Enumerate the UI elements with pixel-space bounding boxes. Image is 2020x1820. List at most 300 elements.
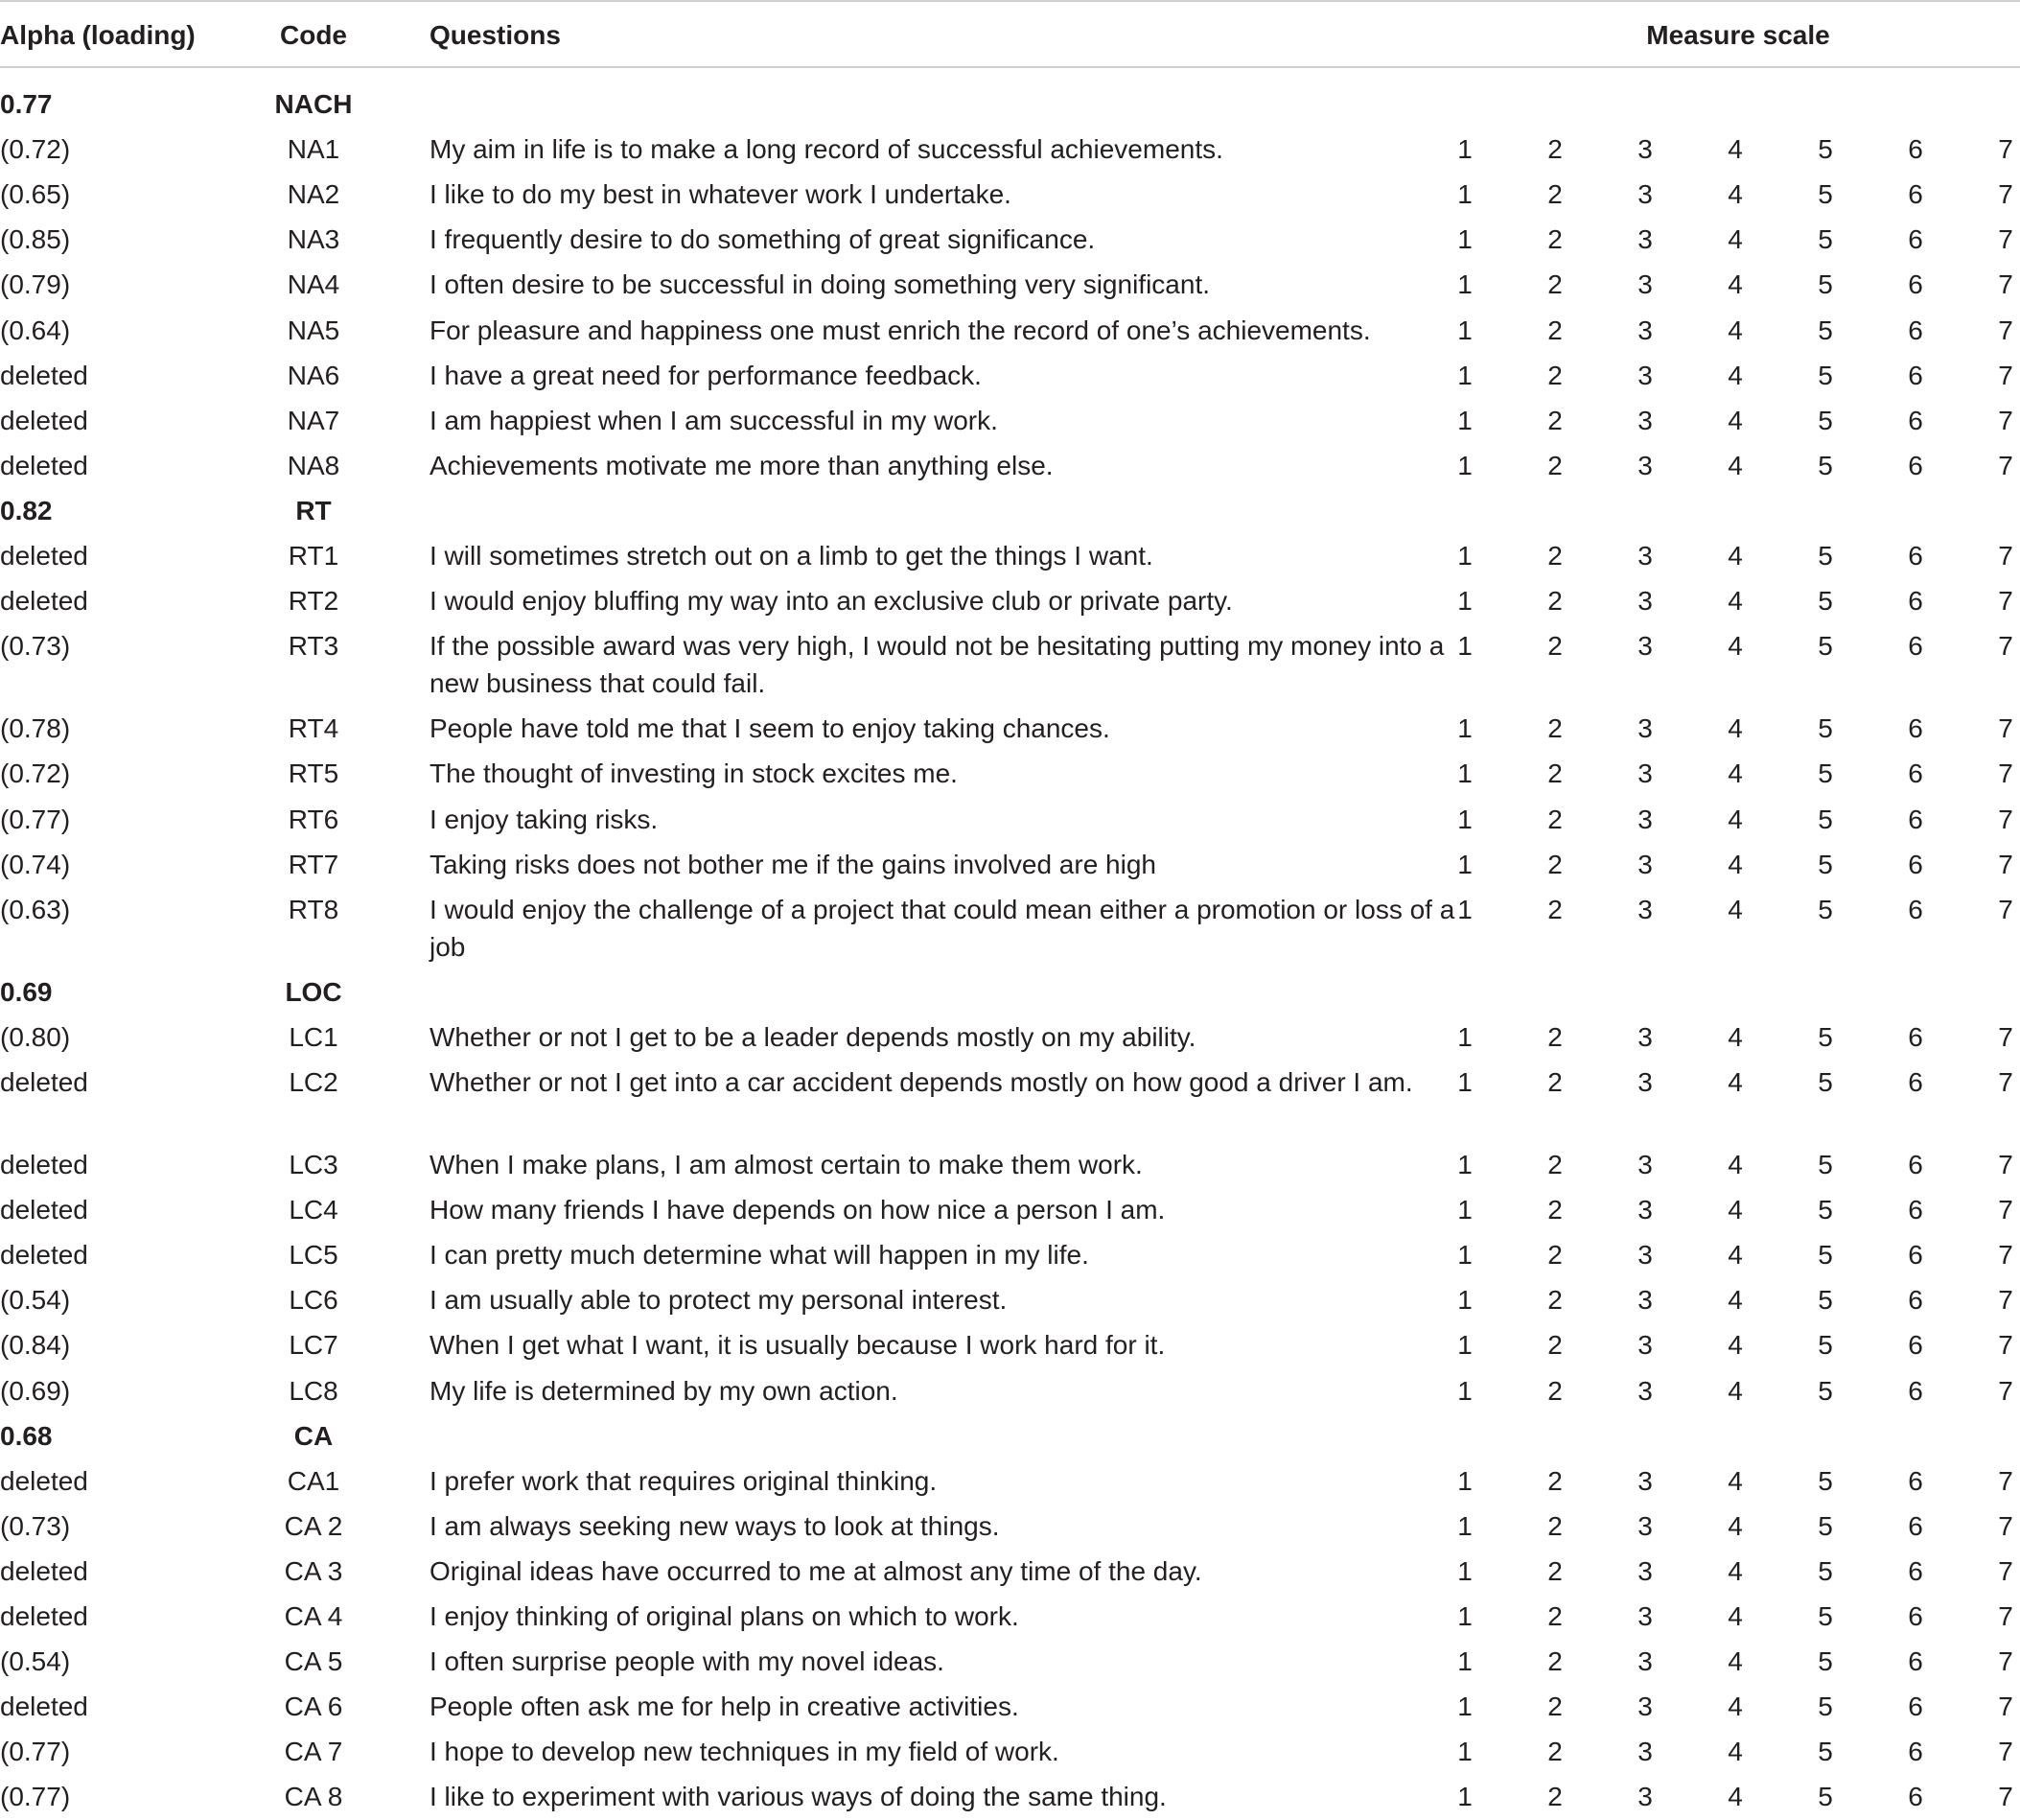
scale-option-3: 3 xyxy=(1637,134,1653,164)
scale-option-1: 1 xyxy=(1457,895,1473,924)
item-alpha: (0.80) xyxy=(0,1022,71,1052)
item-code: NA7 xyxy=(287,406,340,435)
item-code: CA 3 xyxy=(284,1556,343,1586)
scale-option-7: 7 xyxy=(1998,361,2013,390)
scale-option-1: 1 xyxy=(1457,1150,1473,1179)
scale-option-7: 7 xyxy=(1998,1376,2013,1406)
scale-option-4: 4 xyxy=(1728,586,1743,616)
item-question: Whether or not I get to be a leader depends mostly on my ability. xyxy=(430,1022,1196,1052)
scale-option-5: 5 xyxy=(1818,1240,1833,1270)
scale-option-7: 7 xyxy=(1998,451,2013,480)
item-alpha: deleted xyxy=(0,1150,88,1179)
item-code: RT7 xyxy=(288,850,339,879)
item-alpha: (0.72) xyxy=(0,134,71,164)
scale-option-1: 1 xyxy=(1457,1376,1473,1406)
header-questions: Questions xyxy=(430,20,561,50)
scale-option-2: 2 xyxy=(1547,269,1563,299)
scale-option-5: 5 xyxy=(1818,1556,1833,1586)
item-code: NA6 xyxy=(287,361,340,390)
scale-option-1: 1 xyxy=(1457,1240,1473,1270)
scale-option-1: 1 xyxy=(1457,1285,1473,1315)
item-code: RT5 xyxy=(288,758,339,788)
scale-option-4: 4 xyxy=(1728,269,1743,299)
item-question: I am always seeking new ways to look at things. xyxy=(430,1511,1000,1541)
scale-option-5: 5 xyxy=(1818,1330,1833,1360)
scale-option-6: 6 xyxy=(1908,451,1923,480)
scale-option-1: 1 xyxy=(1457,1601,1473,1631)
item-question: I would enjoy bluffing my way into an exclusive club or private party. xyxy=(430,586,1233,616)
scale-option-3: 3 xyxy=(1637,1330,1653,1360)
scale-option-7: 7 xyxy=(1998,1240,2013,1270)
scale-option-4: 4 xyxy=(1728,1782,1743,1811)
item-code: RT8 xyxy=(288,895,339,924)
scale-option-6: 6 xyxy=(1908,1285,1923,1315)
scale-option-7: 7 xyxy=(1998,269,2013,299)
scale-option-4: 4 xyxy=(1728,1285,1743,1315)
item-alpha: (0.85) xyxy=(0,224,71,254)
scale-option-7: 7 xyxy=(1998,1646,2013,1676)
item-code: RT4 xyxy=(288,713,339,743)
scale-option-1: 1 xyxy=(1457,1022,1473,1052)
scale-option-5: 5 xyxy=(1818,713,1833,743)
item-question: I am usually able to protect my personal interest. xyxy=(430,1285,1008,1315)
item-code: LC6 xyxy=(289,1285,338,1315)
item-alpha: deleted xyxy=(0,1067,88,1097)
item-question: I prefer work that requires original thinking. xyxy=(430,1466,938,1496)
scale-option-3: 3 xyxy=(1637,1737,1653,1766)
scale-option-7: 7 xyxy=(1998,1782,2013,1811)
item-alpha: (0.64) xyxy=(0,315,71,345)
scale-option-4: 4 xyxy=(1728,1601,1743,1631)
scale-option-2: 2 xyxy=(1547,315,1563,345)
scale-option-5: 5 xyxy=(1818,361,1833,390)
scale-option-1: 1 xyxy=(1457,361,1473,390)
scale-option-2: 2 xyxy=(1547,134,1563,164)
scale-option-6: 6 xyxy=(1908,315,1923,345)
scale-option-7: 7 xyxy=(1998,586,2013,616)
scale-option-5: 5 xyxy=(1818,758,1833,788)
scale-option-6: 6 xyxy=(1908,1240,1923,1270)
scale-option-1: 1 xyxy=(1457,406,1473,435)
scale-option-7: 7 xyxy=(1998,1737,2013,1766)
scale-option-6: 6 xyxy=(1908,179,1923,209)
scale-option-1: 1 xyxy=(1457,1466,1473,1496)
scale-option-3: 3 xyxy=(1637,1556,1653,1586)
item-code: NA5 xyxy=(287,315,340,345)
scale-option-5: 5 xyxy=(1818,1601,1833,1631)
scale-option-5: 5 xyxy=(1818,269,1833,299)
scale-option-7: 7 xyxy=(1998,1067,2013,1097)
item-question: Achievements motivate me more than anything else. xyxy=(430,451,1054,480)
scale-option-1: 1 xyxy=(1457,1737,1473,1766)
scale-option-4: 4 xyxy=(1728,541,1743,571)
item-alpha: deleted xyxy=(0,406,88,435)
scale-option-1: 1 xyxy=(1457,1511,1473,1541)
scale-option-3: 3 xyxy=(1637,451,1653,480)
scale-option-4: 4 xyxy=(1728,1556,1743,1586)
header-alpha: Alpha (loading) xyxy=(0,20,196,50)
scale-option-3: 3 xyxy=(1637,1466,1653,1496)
item-question: Taking risks does not bother me if the gains involved are high xyxy=(430,850,1156,879)
scale-option-6: 6 xyxy=(1908,541,1923,571)
item-question: Original ideas have occurred to me at almost any time of the day. xyxy=(430,1556,1202,1586)
item-code: NA1 xyxy=(287,134,340,164)
scale-option-5: 5 xyxy=(1818,541,1833,571)
scale-option-6: 6 xyxy=(1908,713,1923,743)
scale-option-6: 6 xyxy=(1908,406,1923,435)
scale-option-2: 2 xyxy=(1547,1240,1563,1270)
item-code: LC5 xyxy=(289,1240,338,1270)
scale-option-4: 4 xyxy=(1728,1646,1743,1676)
scale-option-3: 3 xyxy=(1637,315,1653,345)
item-alpha: deleted xyxy=(0,1601,88,1631)
item-question: For pleasure and happiness one must enrich the record of one’s achievements. xyxy=(430,315,1371,345)
scale-option-6: 6 xyxy=(1908,1556,1923,1586)
scale-option-2: 2 xyxy=(1547,1556,1563,1586)
header-code: Code xyxy=(280,20,347,50)
scale-option-7: 7 xyxy=(1998,713,2013,743)
item-alpha: (0.54) xyxy=(0,1285,71,1315)
scale-option-2: 2 xyxy=(1547,758,1563,788)
scale-option-4: 4 xyxy=(1728,631,1743,661)
item-question: People often ask me for help in creative activities. xyxy=(430,1692,1019,1721)
scale-option-5: 5 xyxy=(1818,406,1833,435)
item-alpha: (0.73) xyxy=(0,1511,71,1541)
scale-option-5: 5 xyxy=(1818,895,1833,924)
item-question: I enjoy taking risks. xyxy=(430,805,659,834)
scale-option-1: 1 xyxy=(1457,224,1473,254)
item-code: NA8 xyxy=(287,451,340,480)
scale-option-5: 5 xyxy=(1818,1195,1833,1225)
scale-option-6: 6 xyxy=(1908,758,1923,788)
scale-option-1: 1 xyxy=(1457,541,1473,571)
scale-option-2: 2 xyxy=(1547,1737,1563,1766)
item-question: I can pretty much determine what will happen in my life. xyxy=(430,1240,1089,1270)
item-alpha: deleted xyxy=(0,1466,88,1496)
scale-option-6: 6 xyxy=(1908,1150,1923,1179)
item-code: RT6 xyxy=(288,805,339,834)
scale-option-1: 1 xyxy=(1457,179,1473,209)
scale-option-4: 4 xyxy=(1728,224,1743,254)
scale-option-3: 3 xyxy=(1637,269,1653,299)
item-code: CA 4 xyxy=(284,1601,343,1631)
scale-option-3: 3 xyxy=(1637,895,1653,924)
scale-option-3: 3 xyxy=(1637,1240,1653,1270)
scale-option-7: 7 xyxy=(1998,1330,2013,1360)
scale-option-4: 4 xyxy=(1728,179,1743,209)
scale-option-1: 1 xyxy=(1457,586,1473,616)
item-code: NA3 xyxy=(287,224,340,254)
item-alpha: (0.74) xyxy=(0,850,71,879)
scale-option-2: 2 xyxy=(1547,586,1563,616)
item-alpha: (0.79) xyxy=(0,269,71,299)
scale-option-5: 5 xyxy=(1818,179,1833,209)
item-alpha: deleted xyxy=(0,451,88,480)
scale-option-7: 7 xyxy=(1998,1511,2013,1541)
scale-option-7: 7 xyxy=(1998,134,2013,164)
scale-option-2: 2 xyxy=(1547,451,1563,480)
scale-option-2: 2 xyxy=(1547,1646,1563,1676)
item-question: My life is determined by my own action. xyxy=(430,1376,898,1406)
item-question: I enjoy thinking of original plans on which to work. xyxy=(430,1601,1019,1631)
scale-option-1: 1 xyxy=(1457,451,1473,480)
item-question: When I make plans, I am almost certain to make them work. xyxy=(430,1150,1143,1179)
scale-option-3: 3 xyxy=(1637,1782,1653,1811)
scale-option-6: 6 xyxy=(1908,895,1923,924)
scale-option-5: 5 xyxy=(1818,631,1833,661)
scale-option-2: 2 xyxy=(1547,631,1563,661)
item-question: How many friends I have depends on how nice a person I am. xyxy=(430,1195,1166,1225)
scale-option-1: 1 xyxy=(1457,805,1473,834)
scale-option-6: 6 xyxy=(1908,1692,1923,1721)
scale-option-5: 5 xyxy=(1818,1511,1833,1541)
scale-option-2: 2 xyxy=(1547,1330,1563,1360)
item-code: CA 2 xyxy=(284,1511,343,1541)
scale-option-5: 5 xyxy=(1818,1466,1833,1496)
scale-option-4: 4 xyxy=(1728,1692,1743,1721)
scale-option-4: 4 xyxy=(1728,134,1743,164)
scale-option-7: 7 xyxy=(1998,850,2013,879)
scale-option-1: 1 xyxy=(1457,134,1473,164)
scale-option-3: 3 xyxy=(1637,1195,1653,1225)
scale-option-1: 1 xyxy=(1457,1692,1473,1721)
scale-option-3: 3 xyxy=(1637,224,1653,254)
scale-option-2: 2 xyxy=(1547,406,1563,435)
scale-option-5: 5 xyxy=(1818,1692,1833,1721)
item-code: LC1 xyxy=(289,1022,338,1052)
scale-option-3: 3 xyxy=(1637,713,1653,743)
scale-option-3: 3 xyxy=(1637,361,1653,390)
item-question: My aim in life is to make a long record of successful achievements. xyxy=(430,134,1223,164)
scale-option-3: 3 xyxy=(1637,1692,1653,1721)
scale-option-5: 5 xyxy=(1818,1150,1833,1179)
scale-option-7: 7 xyxy=(1998,179,2013,209)
item-alpha: deleted xyxy=(0,1195,88,1225)
item-question: If the possible award was very high, I would not be hesitating putting my money into a new business that could fail. xyxy=(430,631,1445,698)
scale-option-6: 6 xyxy=(1908,1511,1923,1541)
scale-option-6: 6 xyxy=(1908,850,1923,879)
scale-option-4: 4 xyxy=(1728,315,1743,345)
scale-option-6: 6 xyxy=(1908,361,1923,390)
item-alpha: (0.63) xyxy=(0,895,71,924)
scale-option-3: 3 xyxy=(1637,1022,1653,1052)
scale-option-5: 5 xyxy=(1818,224,1833,254)
scale-option-1: 1 xyxy=(1457,1782,1473,1811)
scale-option-2: 2 xyxy=(1547,1466,1563,1496)
scale-option-2: 2 xyxy=(1547,224,1563,254)
scale-option-5: 5 xyxy=(1818,1067,1833,1097)
item-question: I hope to develop new techniques in my field of work. xyxy=(430,1737,1059,1766)
item-code: LC8 xyxy=(289,1376,338,1406)
scale-option-5: 5 xyxy=(1818,1782,1833,1811)
scale-option-2: 2 xyxy=(1547,1067,1563,1097)
item-alpha: (0.69) xyxy=(0,1376,71,1406)
scale-option-1: 1 xyxy=(1457,713,1473,743)
scale-option-2: 2 xyxy=(1547,1022,1563,1052)
scale-option-6: 6 xyxy=(1908,224,1923,254)
scale-option-6: 6 xyxy=(1908,1330,1923,1360)
scale-option-7: 7 xyxy=(1998,895,2013,924)
scale-option-1: 1 xyxy=(1457,631,1473,661)
scale-option-2: 2 xyxy=(1547,850,1563,879)
scale-option-6: 6 xyxy=(1908,134,1923,164)
scale-option-2: 2 xyxy=(1547,361,1563,390)
scale-option-7: 7 xyxy=(1998,805,2013,834)
item-alpha: (0.73) xyxy=(0,631,71,661)
scale-option-3: 3 xyxy=(1637,1067,1653,1097)
scale-option-6: 6 xyxy=(1908,1601,1923,1631)
scale-option-3: 3 xyxy=(1637,406,1653,435)
item-question: Whether or not I get into a car accident depends mostly on how good a driver I am. xyxy=(430,1067,1413,1097)
scale-option-6: 6 xyxy=(1908,1067,1923,1097)
scale-option-1: 1 xyxy=(1457,1646,1473,1676)
item-question: I have a great need for performance feedback. xyxy=(430,361,982,390)
scale-option-2: 2 xyxy=(1547,1692,1563,1721)
section-code: RT xyxy=(295,496,332,525)
scale-option-4: 4 xyxy=(1728,895,1743,924)
scale-option-3: 3 xyxy=(1637,541,1653,571)
scale-option-3: 3 xyxy=(1637,1376,1653,1406)
header-rule xyxy=(0,66,2020,68)
scale-option-4: 4 xyxy=(1728,1150,1743,1179)
scale-option-3: 3 xyxy=(1637,179,1653,209)
scale-option-7: 7 xyxy=(1998,1601,2013,1631)
scale-option-2: 2 xyxy=(1547,1285,1563,1315)
item-alpha: (0.72) xyxy=(0,758,71,788)
scale-option-2: 2 xyxy=(1547,179,1563,209)
scale-option-5: 5 xyxy=(1818,315,1833,345)
scale-option-7: 7 xyxy=(1998,541,2013,571)
scale-option-1: 1 xyxy=(1457,269,1473,299)
item-alpha: (0.77) xyxy=(0,805,71,834)
scale-option-3: 3 xyxy=(1637,586,1653,616)
item-alpha: (0.77) xyxy=(0,1737,71,1766)
item-alpha: (0.65) xyxy=(0,179,71,209)
scale-option-7: 7 xyxy=(1998,758,2013,788)
item-code: LC7 xyxy=(289,1330,338,1360)
scale-option-3: 3 xyxy=(1637,758,1653,788)
scale-option-6: 6 xyxy=(1908,805,1923,834)
scale-option-3: 3 xyxy=(1637,1646,1653,1676)
scale-option-4: 4 xyxy=(1728,1330,1743,1360)
scale-option-4: 4 xyxy=(1728,1737,1743,1766)
scale-option-7: 7 xyxy=(1998,1150,2013,1179)
scale-option-3: 3 xyxy=(1637,850,1653,879)
item-alpha: (0.78) xyxy=(0,713,71,743)
scale-option-3: 3 xyxy=(1637,631,1653,661)
section-alpha: 0.77 xyxy=(0,89,53,119)
top-rule xyxy=(0,0,2020,2)
item-question: The thought of investing in stock excites me. xyxy=(430,758,958,788)
scale-option-6: 6 xyxy=(1908,1376,1923,1406)
scale-option-7: 7 xyxy=(1998,1556,2013,1586)
scale-option-2: 2 xyxy=(1547,713,1563,743)
scale-option-5: 5 xyxy=(1818,1376,1833,1406)
scale-option-1: 1 xyxy=(1457,315,1473,345)
scale-option-1: 1 xyxy=(1457,1067,1473,1097)
item-question: People have told me that I seem to enjoy taking chances. xyxy=(430,713,1110,743)
scale-option-5: 5 xyxy=(1818,451,1833,480)
scale-option-4: 4 xyxy=(1728,1195,1743,1225)
item-code: LC3 xyxy=(289,1150,338,1179)
scale-option-1: 1 xyxy=(1457,850,1473,879)
scale-option-4: 4 xyxy=(1728,361,1743,390)
item-code: RT3 xyxy=(288,631,339,661)
item-alpha: deleted xyxy=(0,1240,88,1270)
scale-option-7: 7 xyxy=(1998,631,2013,661)
item-alpha: (0.54) xyxy=(0,1646,71,1676)
scale-option-6: 6 xyxy=(1908,1782,1923,1811)
scale-option-4: 4 xyxy=(1728,758,1743,788)
scale-option-4: 4 xyxy=(1728,1067,1743,1097)
scale-option-5: 5 xyxy=(1818,134,1833,164)
item-alpha: deleted xyxy=(0,1692,88,1721)
scale-option-6: 6 xyxy=(1908,631,1923,661)
section-code: CA xyxy=(293,1421,334,1451)
scale-option-6: 6 xyxy=(1908,1646,1923,1676)
scale-option-4: 4 xyxy=(1728,805,1743,834)
scale-option-5: 5 xyxy=(1818,850,1833,879)
scale-option-2: 2 xyxy=(1547,541,1563,571)
item-alpha: (0.84) xyxy=(0,1330,71,1360)
scale-option-5: 5 xyxy=(1818,1646,1833,1676)
scale-option-4: 4 xyxy=(1728,406,1743,435)
item-alpha: deleted xyxy=(0,586,88,616)
scale-option-2: 2 xyxy=(1547,805,1563,834)
section-alpha: 0.82 xyxy=(0,496,53,525)
item-alpha: deleted xyxy=(0,1556,88,1586)
scale-option-7: 7 xyxy=(1998,1692,2013,1721)
item-code: CA 5 xyxy=(284,1646,343,1676)
item-question: I will sometimes stretch out on a limb to get the things I want. xyxy=(430,541,1153,571)
scale-option-5: 5 xyxy=(1818,586,1833,616)
scale-option-1: 1 xyxy=(1457,1330,1473,1360)
item-alpha: deleted xyxy=(0,361,88,390)
item-question: I often surprise people with my novel ideas. xyxy=(430,1646,944,1676)
scale-option-4: 4 xyxy=(1728,1466,1743,1496)
scale-option-3: 3 xyxy=(1637,805,1653,834)
scale-option-4: 4 xyxy=(1728,1376,1743,1406)
scale-option-1: 1 xyxy=(1457,758,1473,788)
scale-option-2: 2 xyxy=(1547,1511,1563,1541)
scale-option-7: 7 xyxy=(1998,406,2013,435)
scale-option-4: 4 xyxy=(1728,850,1743,879)
scale-option-2: 2 xyxy=(1547,1195,1563,1225)
header-measure-scale: Measure scale xyxy=(1646,20,1830,50)
item-question: When I get what I want, it is usually because I work hard for it. xyxy=(430,1330,1166,1360)
section-alpha: 0.68 xyxy=(0,1421,53,1451)
item-code: RT2 xyxy=(288,586,339,616)
item-question: I would enjoy the challenge of a project that could mean either a promotion or loss of a job xyxy=(430,895,1455,962)
item-code: LC4 xyxy=(289,1195,338,1225)
scale-option-5: 5 xyxy=(1818,1022,1833,1052)
item-code: LC2 xyxy=(289,1067,338,1097)
scale-option-6: 6 xyxy=(1908,1022,1923,1052)
scale-option-3: 3 xyxy=(1637,1601,1653,1631)
scale-option-2: 2 xyxy=(1547,1782,1563,1811)
scale-option-5: 5 xyxy=(1818,805,1833,834)
scale-option-4: 4 xyxy=(1728,1240,1743,1270)
scale-option-7: 7 xyxy=(1998,1022,2013,1052)
scale-option-5: 5 xyxy=(1818,1737,1833,1766)
item-code: NA2 xyxy=(287,179,340,209)
scale-option-3: 3 xyxy=(1637,1511,1653,1541)
item-code: CA 7 xyxy=(284,1737,343,1766)
scale-option-2: 2 xyxy=(1547,895,1563,924)
item-code: CA 8 xyxy=(284,1782,343,1811)
scale-option-5: 5 xyxy=(1818,1285,1833,1315)
scale-option-6: 6 xyxy=(1908,1195,1923,1225)
